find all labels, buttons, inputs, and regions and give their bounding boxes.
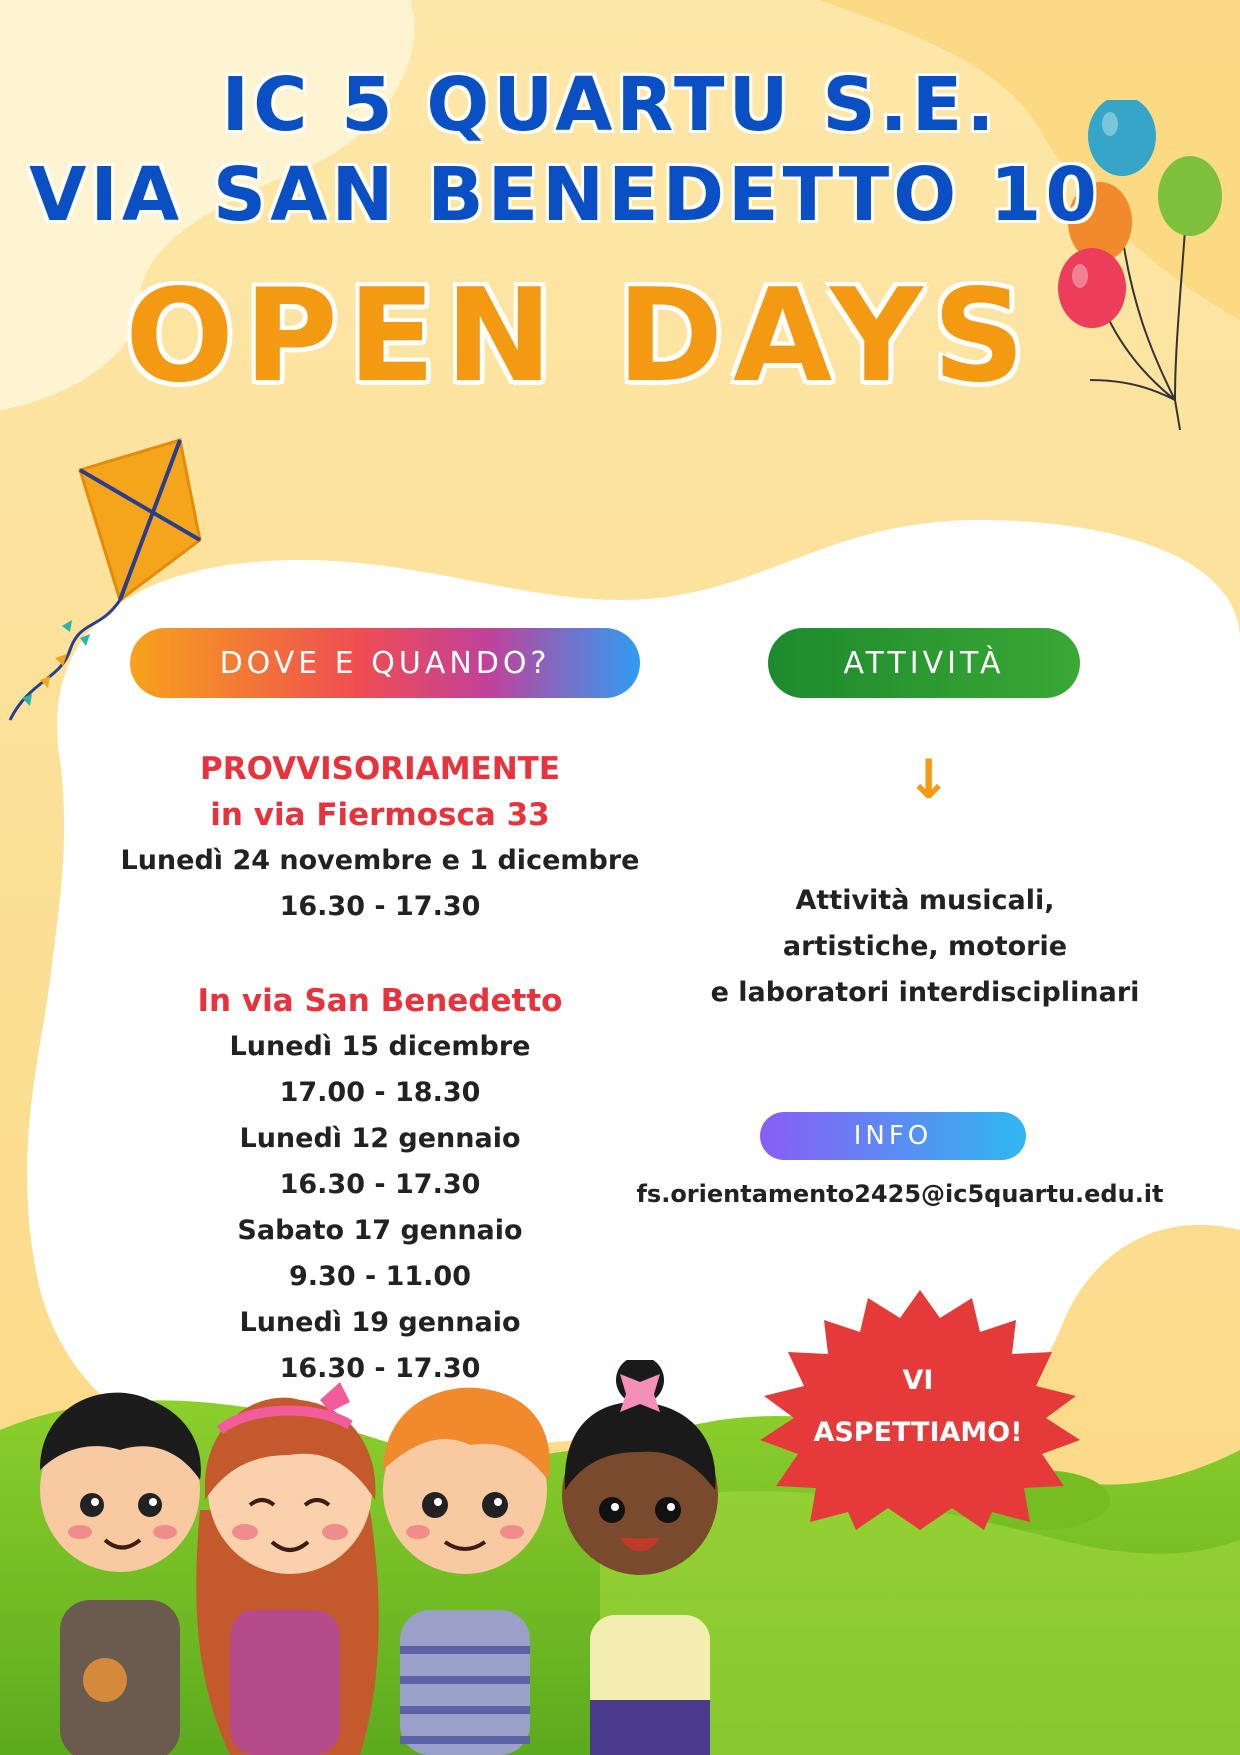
schedule-time: 16.30 - 17.30	[279, 1169, 481, 1200]
children-illustration	[0, 1360, 800, 1755]
child-boy-ginger	[383, 1388, 550, 1755]
activities-line: Attività musicali,	[795, 885, 1055, 916]
closing-line: ASPETTIAMO!	[813, 1417, 1023, 1448]
contact-email[interactable]: fs.orientamento2425@ic5quartu.edu.it	[636, 1180, 1164, 1208]
child-girl-bun	[562, 1360, 718, 1755]
activities-label: ATTIVITÀ	[768, 628, 1080, 698]
main-location-heading: In via San Benedetto	[197, 983, 563, 1019]
schedule-time: 9.30 - 11.00	[288, 1261, 472, 1292]
school-address: VIA SAN BENEDETTO 10	[29, 152, 1101, 238]
schedule-time: 17.00 - 18.30	[279, 1077, 481, 1108]
temporary-dates: Lunedì 24 novembre e 1 dicembre	[120, 845, 640, 876]
child-boy	[40, 1393, 201, 1755]
schedule-column	[80, 746, 680, 1392]
activities-line: artistiche, motorie	[782, 931, 1068, 962]
schedule-day: Sabato 17 gennaio	[237, 1215, 523, 1246]
where-when-label: DOVE E QUANDO?	[130, 628, 640, 698]
arrow-down-icon: ↓	[906, 748, 952, 811]
temporary-location: in via Fiermosca 33	[210, 797, 550, 833]
info-label: INFO	[760, 1112, 1026, 1160]
activities-text	[700, 878, 1150, 1016]
child-girl-brown-hair	[196, 1382, 378, 1755]
schedule-day: Lunedì 19 gennaio	[239, 1307, 521, 1338]
closing-line: VI	[902, 1365, 934, 1396]
temporary-time: 16.30 - 17.30	[279, 891, 481, 922]
schedule-day: Lunedì 15 dicembre	[229, 1031, 531, 1062]
activities-line: e laboratori interdisciplinari	[710, 977, 1140, 1008]
event-title: OPEN DAYS	[125, 262, 1035, 411]
temporary-heading: PROVVISORIAMENTE	[200, 751, 560, 787]
schedule-time: 16.30 - 17.30	[279, 1353, 481, 1384]
school-name: IC 5 QUARTU S.E.	[221, 62, 999, 148]
schedule-day: Lunedì 12 gennaio	[239, 1123, 521, 1154]
